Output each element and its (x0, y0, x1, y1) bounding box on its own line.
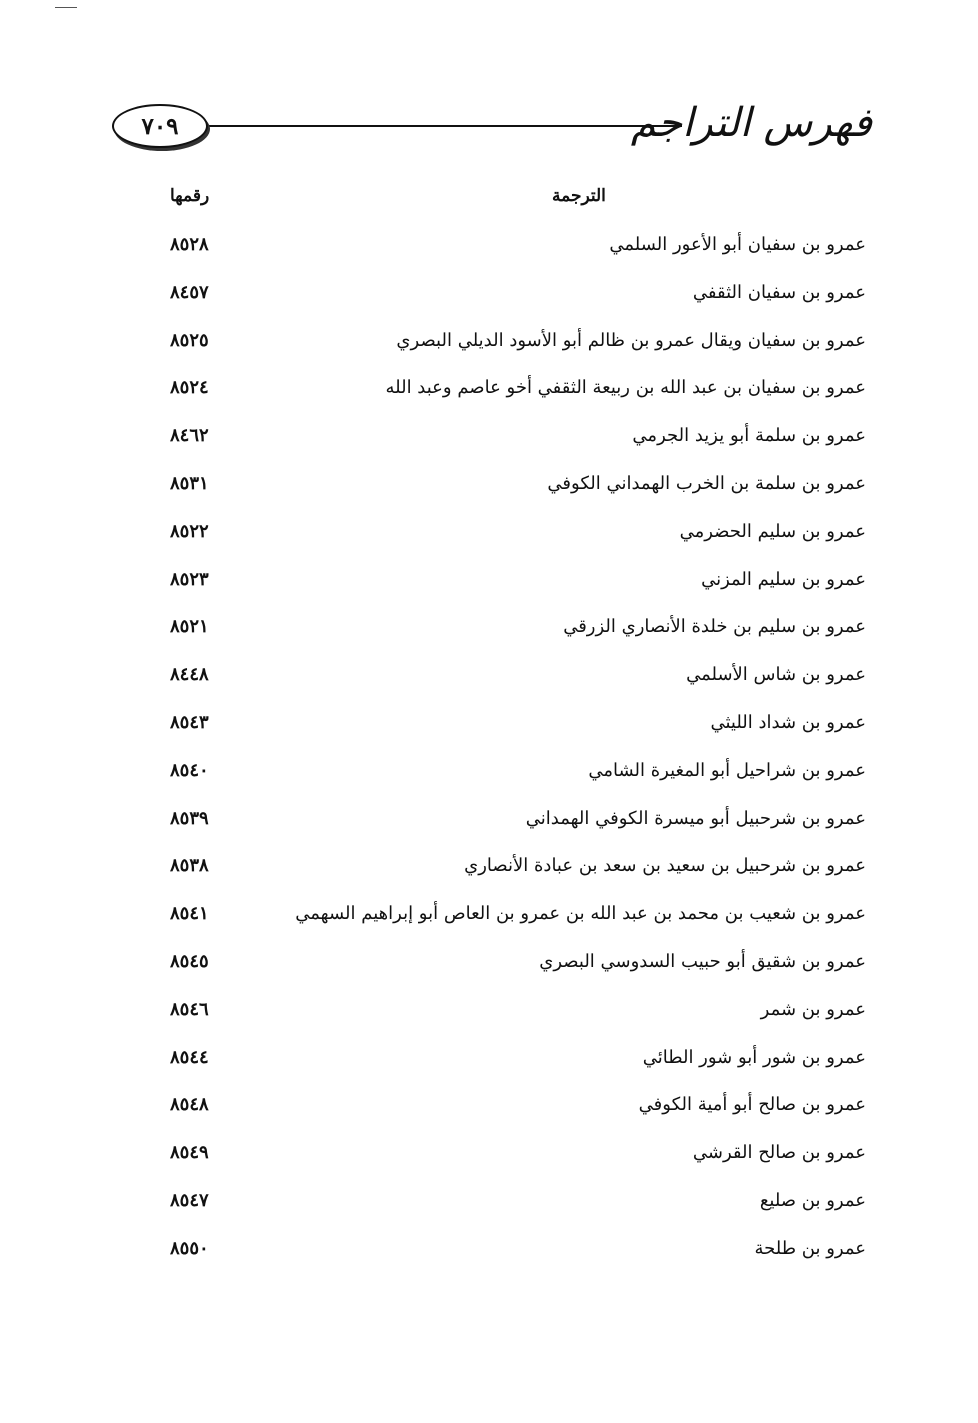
entry-number: ٨٤٤٨ (170, 664, 209, 686)
list-item (0, 899, 978, 947)
entry-name: عمرو بن شرحبيل أبو ميسرة الكوفي الهمداني (525, 807, 866, 829)
entry-name: عمرو بن شقيق أبو حبيب السدوسي البصري (539, 950, 866, 972)
entry-number: ٨٥٢٤ (170, 377, 209, 399)
entry-name: عمرو بن طلحة (754, 1237, 866, 1259)
column-header-name: الترجمة (552, 186, 606, 206)
entry-number: ٨٤٦٢ (170, 425, 209, 447)
entry-name: عمرو بن سلمة بن الخرب الهمداني الكوفي (547, 472, 866, 494)
entry-number: ٨٥٢٨ (170, 234, 209, 255)
list-item (0, 995, 978, 1043)
entry-name: عمرو بن سفيان الثقفي (692, 281, 866, 303)
entry-number: ٨٥٥٠ (170, 1237, 209, 1259)
list-item (0, 708, 978, 756)
entry-number: ٨٤٥٧ (170, 281, 209, 303)
list-item (0, 1138, 978, 1186)
list-item (0, 517, 978, 565)
entry-name: عمرو بن صالح القرشي (692, 1142, 866, 1164)
entry-name: عمرو بن سفيان أبو الأعور السلمي (609, 234, 866, 255)
list-item (0, 1043, 978, 1091)
list-item (0, 612, 978, 660)
list-item (0, 421, 978, 469)
list-item (0, 947, 978, 995)
list-item (0, 1234, 978, 1282)
entry-name: عمرو بن سلمة أبو يزيد الجرمي (632, 425, 866, 447)
list-item (0, 326, 978, 374)
corner-mark (55, 7, 77, 8)
entry-name: عمرو بن سليم المزني (701, 568, 866, 590)
entry-number: ٨٥٤٠ (170, 759, 209, 781)
entry-number: ٨٥٣٨ (170, 855, 209, 877)
list-item (0, 230, 978, 278)
entry-number: ٨٥٤٣ (170, 711, 209, 733)
entry-number: ٨٥٤٨ (170, 1094, 209, 1116)
list-item (0, 804, 978, 852)
page-title: فهرس التراجم (630, 100, 872, 146)
entry-name: عمرو بن صليع (759, 1189, 866, 1211)
entry-name: عمرو بن سفيان ويقال عمرو بن ظالم أبو الأسود الديلي البصري (396, 329, 866, 351)
entry-number: ٨٥٣٩ (170, 807, 209, 829)
entry-name: عمرو بن شاس الأسلمي (686, 664, 866, 686)
entry-name: عمرو بن شمر (760, 998, 866, 1020)
entry-name: عمرو بن سليم بن خلدة الأنصاري الزرقي (563, 616, 866, 638)
entries-list (0, 230, 978, 1282)
entry-number: ٨٥٢٢ (170, 520, 209, 542)
entry-name: عمرو بن شعيب بن محمد بن عبد الله بن عمرو بن العاص أبو إبراهيم السهمي (295, 903, 866, 925)
entry-number: ٨٥٢٣ (170, 568, 209, 590)
list-item (0, 278, 978, 326)
entry-name: عمرو بن شور أبو شور الطائي (642, 1046, 866, 1068)
entry-name: عمرو بن سفيان بن عبد الله بن ربيعة الثقفي أخو عاصم وعبد الله (385, 377, 866, 399)
entry-number: ٨٥٢١ (170, 616, 209, 638)
list-item (0, 565, 978, 613)
entry-number: ٨٥٤٧ (170, 1189, 209, 1211)
list-item (0, 1090, 978, 1138)
page-number-badge: ٧٠٩ (112, 104, 208, 148)
header-rule (202, 125, 682, 127)
entry-number: ٨٥٤٥ (170, 950, 209, 972)
entry-number: ٨٥٤١ (170, 903, 209, 925)
entry-name: عمرو بن شداد الليثي (710, 711, 866, 733)
entry-name: عمرو بن شراحيل أبو المغيرة الشامي (588, 759, 866, 781)
entry-number: ٨٥٣١ (170, 472, 209, 494)
entry-name: عمرو بن شرحبيل بن سعيد بن سعد بن عبادة الأنصاري (464, 855, 866, 877)
list-item (0, 373, 978, 421)
list-item (0, 1186, 978, 1234)
list-item (0, 851, 978, 899)
entry-number: ٨٥٤٦ (170, 998, 209, 1020)
column-header-number: رقمها (170, 186, 210, 206)
entry-name: عمرو بن صالح أبو أمية الكوفي (638, 1094, 866, 1116)
entry-number: ٨٥٤٤ (170, 1046, 209, 1068)
entry-name: عمرو بن سليم الحضرمي (679, 520, 866, 542)
list-item (0, 660, 978, 708)
list-item (0, 469, 978, 517)
entry-number: ٨٥٤٩ (170, 1142, 209, 1164)
page-header (112, 92, 872, 162)
entry-number: ٨٥٢٥ (170, 329, 209, 351)
list-item (0, 756, 978, 804)
